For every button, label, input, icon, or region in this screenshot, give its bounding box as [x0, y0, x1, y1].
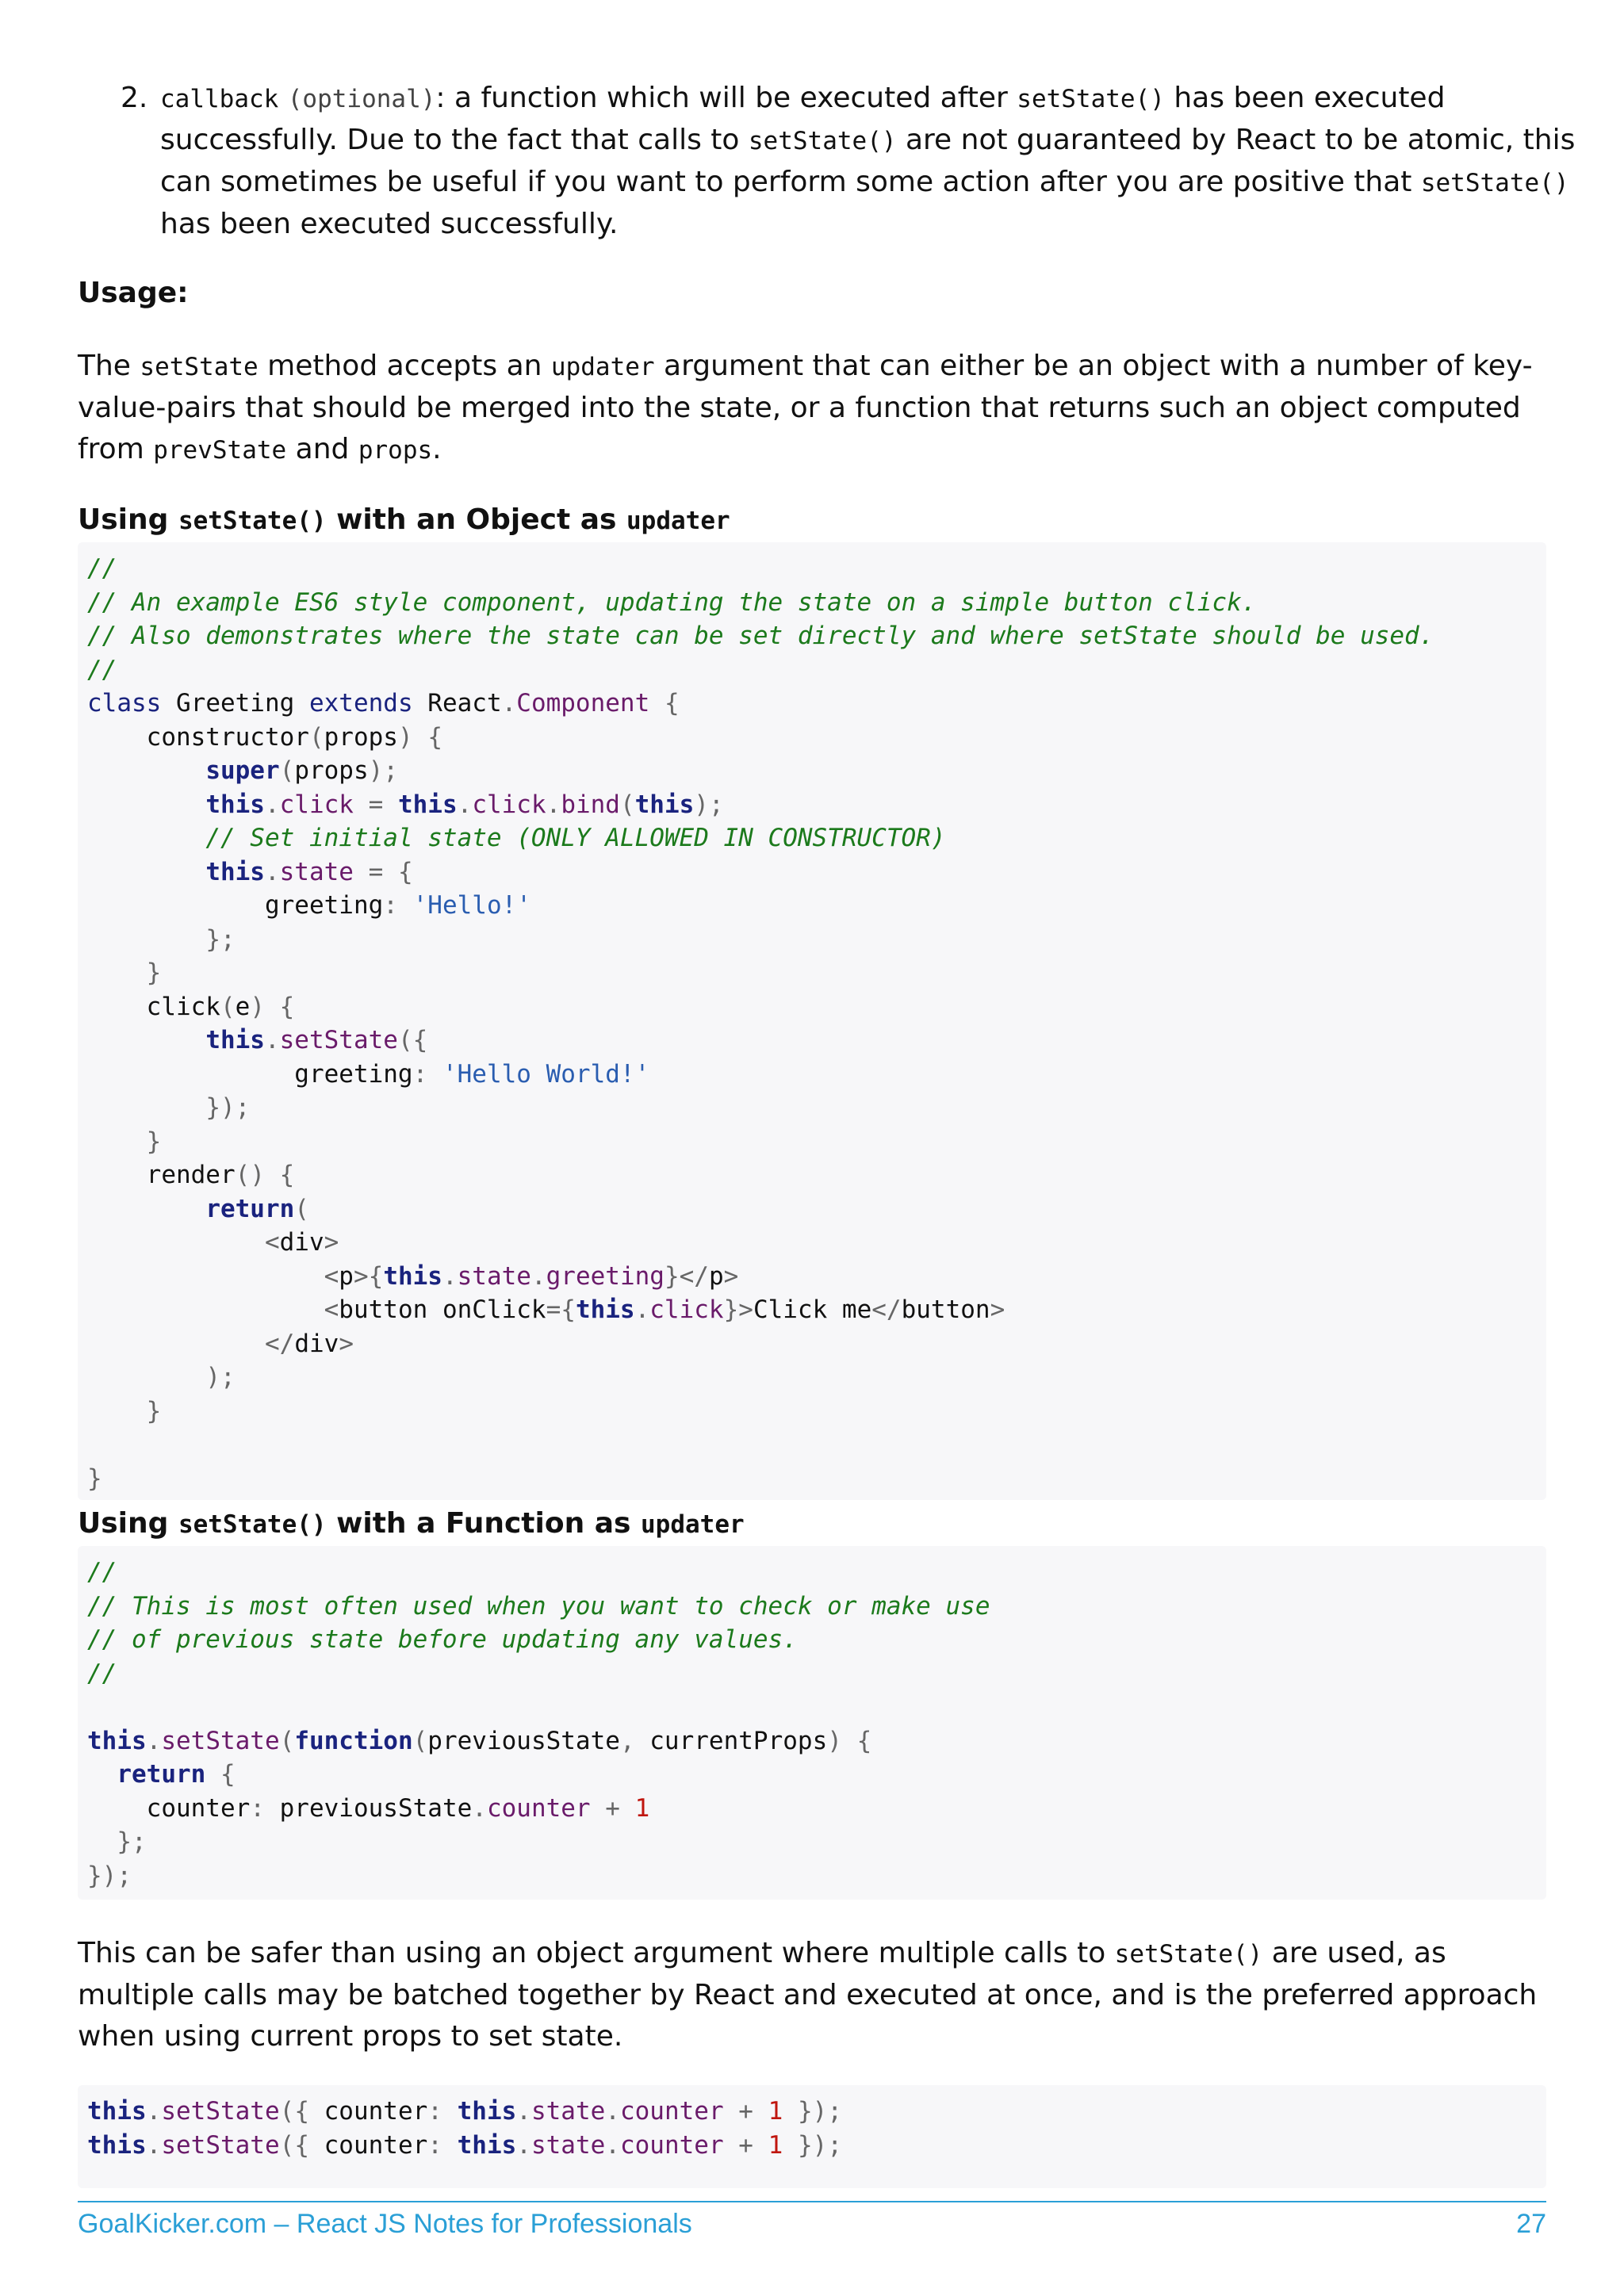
code-line: } [87, 1464, 102, 1493]
code-line: </div> [264, 1329, 354, 1358]
code-line: render() { [87, 1161, 295, 1189]
code-block-batch-example [78, 2085, 1546, 2188]
code-line: // Also demonstrates where the state can be set directly and where setState should be used. [87, 622, 1434, 650]
footer-divider [78, 2201, 1546, 2202]
text: The [78, 350, 140, 382]
text: are used, as multiple calls may be batched together by React and executed at once, and is the preferred approach when using current props to set state. [78, 1937, 1538, 2053]
code-line: // [87, 1558, 117, 1586]
text: method accepts an [258, 350, 551, 382]
code-line: } [146, 1127, 162, 1156]
usage-heading: Usage: [78, 277, 189, 309]
text: with an Object as [326, 503, 626, 536]
code-block-function-updater [78, 1546, 1546, 1900]
code-line: // This is most often used when you want to check or make use [87, 1591, 990, 1621]
inline-code: setState() [1114, 1940, 1263, 1969]
code-line: <button onClick={this.click}>Click me</button> [324, 1295, 1005, 1324]
text: This can be safer than using an object argument where multiple calls to [78, 1937, 1115, 1969]
code-line: super(props); [205, 756, 398, 785]
inline-code: updater [626, 507, 730, 535]
code-line: this.state = { [205, 857, 413, 886]
code-listing [87, 2085, 1537, 2162]
code-line: }; [117, 1827, 147, 1856]
page-number: 27 [1516, 2209, 1546, 2239]
inline-code: setState() [1420, 169, 1569, 197]
inline-code: props [358, 436, 433, 465]
text: Using [78, 503, 178, 536]
list-number: 2. [121, 82, 148, 114]
text: . [432, 433, 442, 465]
batching-paragraph [78, 1933, 1546, 2057]
code-line: click(e) { [87, 992, 295, 1021]
text: Using [78, 1507, 178, 1540]
code-line: counter: previousState.counter + 1 [87, 1793, 650, 1823]
code-listing [87, 542, 1537, 1495]
code-line: } [146, 1396, 162, 1425]
code-line: }; [205, 924, 236, 954]
code-line: this.setState({ counter: this.state.counter + 1 }); [87, 2130, 842, 2160]
code-listing [87, 1546, 1537, 1892]
inline-code: prevState [153, 436, 287, 465]
list-text-a: : a function which will be executed after [435, 82, 1017, 114]
code-line: // [87, 1659, 117, 1688]
code-line: this.setState(function(previousState, currentProps) { [87, 1726, 872, 1755]
list-text-c: are not guaranteed by React to be atomic, this can sometimes be useful if you want to perform some action after you are positive that [160, 124, 1576, 198]
code-line: // [87, 655, 117, 684]
code-line [87, 1428, 1537, 1462]
code-line: }); [87, 1861, 132, 1890]
code-line: <p>{this.state.greeting}</p> [324, 1261, 739, 1291]
code-line: // of previous state before updating any values. [87, 1625, 798, 1654]
inline-code: setState() [178, 1510, 327, 1539]
inline-code: setState() [178, 507, 327, 535]
text: and [286, 433, 358, 465]
code-line: this.click = this.click.bind(this); [205, 790, 724, 819]
code-line: constructor(props) { [87, 722, 442, 752]
code-line: // [87, 554, 117, 583]
code-line: ); [205, 1363, 236, 1391]
code-line: greeting: 'Hello!' [87, 891, 531, 920]
code-line: class Greeting extends React.Component { [87, 689, 680, 718]
code-line [87, 1690, 1537, 1724]
usage-paragraph [78, 346, 1546, 471]
code-line: return( [205, 1194, 309, 1223]
text: with a Function as [326, 1507, 641, 1540]
code-block-object-updater [78, 542, 1546, 1500]
footer-title-link[interactable]: GoalKicker.com – React JS Notes for Professionals [78, 2209, 692, 2239]
code-line: <div> [264, 1228, 339, 1257]
list-item-callback [121, 78, 1588, 245]
inline-code: updater [550, 353, 655, 381]
param-optional: (optional) [287, 85, 436, 113]
code-line: // An example ES6 style component, updating the state on a simple button click. [87, 587, 1257, 617]
inline-code: setState() [1017, 85, 1165, 113]
code-line: this.setState({ counter: this.state.counter + 1 }); [87, 2097, 842, 2126]
param-name: callback [160, 85, 279, 113]
code-line: return { [117, 1760, 236, 1789]
code-line: }); [205, 1093, 251, 1122]
inline-code: setState() [748, 127, 897, 155]
text: argument that can either be an object with a number of key-value-pairs that should be merged into the state, or a function that returns such an object computed from [78, 350, 1533, 465]
list-text-b: has been executed successfully. Due to the fact that calls to [160, 82, 1446, 156]
code-line: this.setState({ [205, 1026, 428, 1054]
code-line: // Set initial state (ONLY ALLOWED IN CONSTRUCTOR) [205, 824, 946, 852]
list-text-d: has been executed successfully. [160, 208, 619, 240]
heading-object-updater [78, 499, 730, 541]
code-line: } [146, 959, 162, 987]
heading-function-updater [78, 1503, 745, 1545]
inline-code: setState [140, 353, 259, 381]
code-line: greeting: 'Hello World!' [87, 1059, 650, 1089]
inline-code: updater [641, 1510, 745, 1539]
